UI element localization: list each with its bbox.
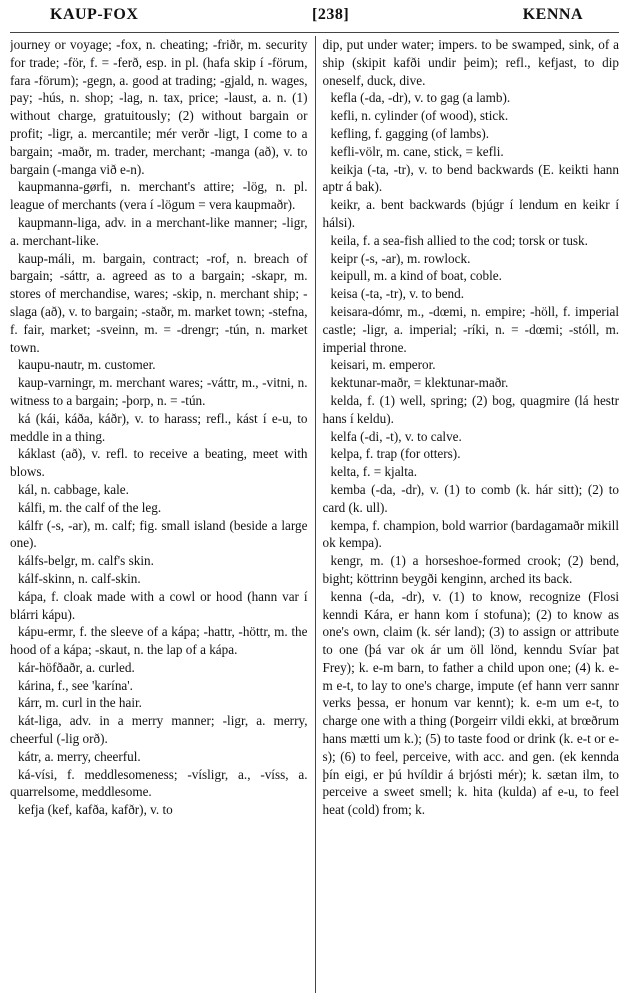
dictionary-entry: káklast (að), v. refl. to receive a beating, meet with blows. bbox=[10, 446, 308, 480]
dictionary-entry: kengr, m. (1) a horseshoe-formed crook; (2) bend, bight; köttrinn beygði kenginn, arched its back. bbox=[322, 553, 619, 586]
page-number: [238] bbox=[312, 6, 350, 23]
dictionary-entry: kefli-völr, m. cane, stick, = kefli. bbox=[330, 143, 504, 159]
dictionary-entry: keipr (-s, -ar), m. rowlock. bbox=[330, 250, 471, 266]
dictionary-entry: kelfa (-di, -t), v. to calve. bbox=[330, 428, 462, 444]
dictionary-entry: kaupu-nautr, m. customer. bbox=[18, 357, 156, 373]
dictionary-entry: kálfi, m. the calf of the leg. bbox=[18, 499, 162, 515]
right-column bbox=[315, 36, 620, 993]
dictionary-entry: kárr, m. curl in the hair. bbox=[18, 695, 142, 711]
dictionary-entry: kaupmann-liga, adv. in a merchant-like manner; -ligr, a. merchant-like. bbox=[10, 214, 308, 248]
dictionary-entry: keisari, m. emperor. bbox=[330, 357, 436, 373]
dictionary-entry: kemba (-da, -dr), v. (1) to comb (k. hár sitt); (2) to card (k. ull). bbox=[322, 481, 619, 515]
dictionary-entry: kál, n. cabbage, kale. bbox=[18, 481, 129, 497]
dictionary-entry: kaupmanna-gørfi, n. merchant's attire; -lög, n. pl. league of merchants (vera í -lögum = vera kaupmaðr). bbox=[10, 179, 308, 213]
dictionary-entry: dip, put under water; impers. to be swamped, sink, of a ship (skipit kafði undir þeim); refl., kefjast, to dip oneself, duck, dive. bbox=[322, 37, 619, 88]
two-column-body bbox=[10, 36, 619, 993]
dictionary-entry: keisa (-ta, -tr), v. to bend. bbox=[330, 286, 465, 302]
dictionary-entry: keikja (-ta, -tr), v. to bend backwards (E. keikti hann aptr á bak). bbox=[322, 161, 619, 195]
dictionary-entry: kempa, f. champion, bold warrior (bardagamaðr mikill ok kempa). bbox=[322, 517, 619, 551]
dictionary-entry: kápa, f. cloak made with a cowl or hood (hann var í blárri kápu). bbox=[10, 588, 308, 622]
dictionary-entry: journey or voyage; -fox, n. cheating; -friðr, m. security for trade; -för, f. = -ferð, esp. in pl. (hafa skip í -förum, fara -förum); -gegn, a. good at trading; -gjald, n. wages, pay; -hús, n. shop; -lag, n. tax, price; -laust, a. n. (1) without charge, gratuitously; (2) without bargain or profit; -ligr, a. mercantile; mér verðr -ligt, I come to a bargain; -maðr, m. trader, merchant; -manga (að), v. to bargain (-manga við e-n). bbox=[10, 37, 308, 177]
dictionary-entry: kálfr (-s, -ar), m. calf; fig. small island (beside a large one). bbox=[10, 517, 308, 551]
dictionary-entry: kárina, f., see 'karína'. bbox=[18, 677, 133, 693]
dictionary-entry: keila, f. a sea-fish allied to the cod; torsk or tusk. bbox=[330, 232, 588, 248]
dictionary-entry: ká-vísi, f. meddlesomeness; -vísligr, a., -víss, a. quarrelsome, meddlesome. bbox=[10, 766, 308, 800]
dictionary-entry: kefla (-da, -dr), v. to gag (a lamb). bbox=[330, 90, 511, 106]
left-column bbox=[10, 36, 315, 993]
dictionary-entry: kaup-varningr, m. merchant wares; -váttr, m., -vitni, n. witness to a bargain; -þorp, n. = -tún. bbox=[10, 375, 308, 408]
dictionary-entry: kektunar-maðr, = klektunar-maðr. bbox=[330, 375, 509, 391]
header-left-guideword: KAUP-FOX bbox=[50, 6, 139, 23]
dictionary-entry: kelpa, f. trap (for otters). bbox=[330, 446, 461, 462]
header-rule bbox=[10, 32, 619, 33]
dictionary-entry: keipull, m. a kind of boat, coble. bbox=[330, 268, 502, 284]
dictionary-entry: keisara-dómr, m., -dœmi, n. empire; -höll, f. imperial castle; -ligr, a. imperial; -ríki, n. = -dœmi; -stóll, m. imperial throne. bbox=[322, 303, 619, 355]
header-right-guideword: KENNA bbox=[522, 6, 583, 23]
dictionary-entry: kátr, a. merry, cheerful. bbox=[18, 748, 141, 764]
dictionary-entry: kaup-máli, m. bargain, contract; -rof, n. breach of bargain; -sáttr, a. agreed as to a bargain; -skapr, m. stores of merchandise, wares; -skip, n. merchant ship; -slaga (að), v. to bargain; -staðr, m. market town; -stefna, f. fair, market; -sveinn, m. = -drengr; -tún, n. market town. bbox=[10, 250, 308, 355]
dictionary-entry: kálfs-belgr, m. calf's skin. bbox=[18, 553, 154, 569]
running-header bbox=[10, 6, 619, 32]
dictionary-entry: kenna (-da, -dr), v. (1) to know, recognize (Flosi kenndi Kára, er hann kom í stofuna); (2) to know as one's own, claim (k. sér land); (3) to assign or attribute to one (þá var ok ár um öll lönd, kenndu Svíar þat Frey); k. e-m barn, to father a child upon one; (4) k. e-m e-t, to lay to one's charge, impute (ef hann verr sannr verks þessa, er honum var kennt); k. e-m um e-t, to charge one with a thing (Þorgeirr vildi ekki, at brœðrum hans mætti um k.); (5) to taste food or drink (k. e-t or e-s); (6) to feel, perceive, with acc. and gen. (ek kennda þín eigi, er þú hvíldir á brjósti mér); k. sætan ilm, to perceive a sweet smell; k. hita (kulda) af e-u, to feel heat (cold) from; k. bbox=[322, 588, 619, 818]
dictionary-entry: keikr, a. bent backwards (bjúgr í lendum en keikr í hálsi). bbox=[322, 197, 619, 230]
dictionary-entry: kálf-skinn, n. calf-skin. bbox=[18, 570, 141, 586]
dictionary-entry: kár-höfðaðr, a. curled. bbox=[18, 659, 135, 675]
dictionary-entry: kelta, f. = kjalta. bbox=[330, 464, 418, 480]
dictionary-entry: kát-liga, adv. in a merry manner; -ligr, a. merry, cheerful (-lig orð). bbox=[10, 713, 308, 747]
dictionary-entry: kefja (kef, kafða, kafðr), v. to bbox=[18, 802, 173, 818]
dictionary-entry: kelda, f. (1) well, spring; (2) bog, quagmire (lá hestr hans í keldu). bbox=[322, 392, 619, 426]
dictionary-entry: kefli, n. cylinder (of wood), stick. bbox=[330, 108, 509, 124]
dictionary-entry: kápu-ermr, f. the sleeve of a kápa; -hattr, -höttr, m. the hood of a kápa; -skaut, n. the lap of a kápa. bbox=[10, 624, 308, 658]
dictionary-entry: kefling, f. gagging (of lambs). bbox=[330, 125, 490, 141]
dictionary-entry: ká (kái, káða, káðr), v. to harass; refl., kást í e-u, to meddle in a thing. bbox=[10, 410, 308, 444]
